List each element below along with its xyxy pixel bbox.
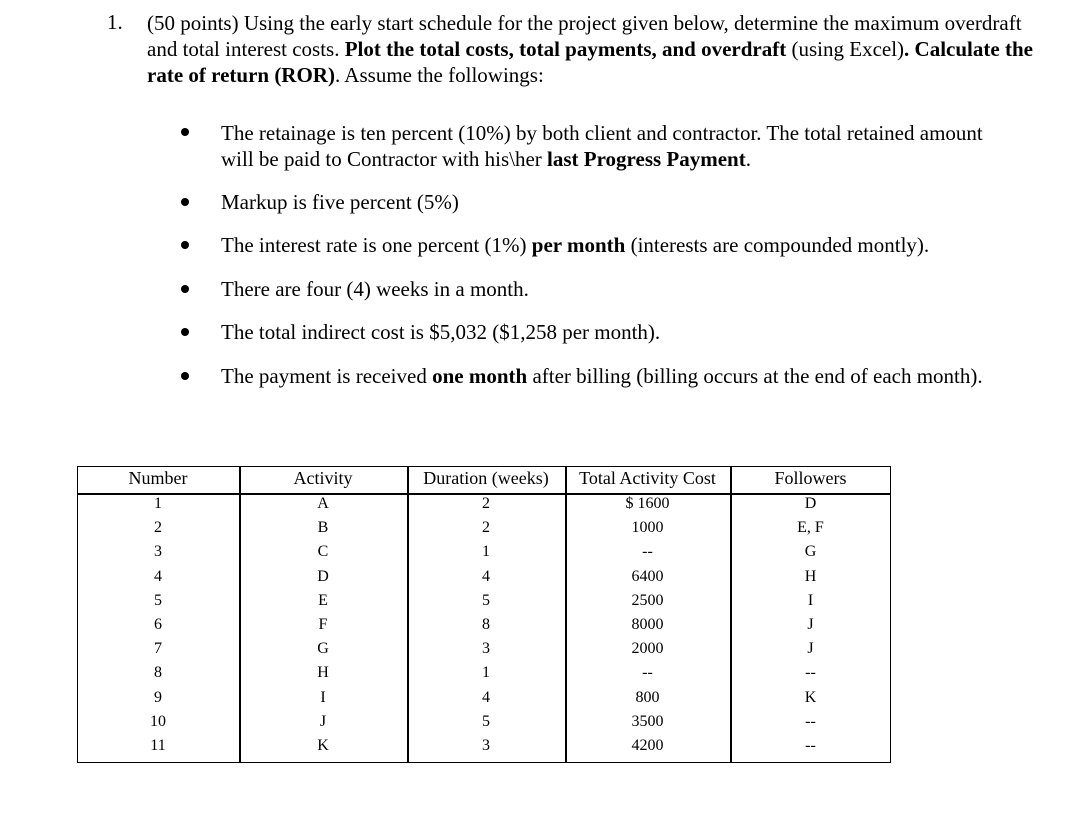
cell-activity: J bbox=[319, 712, 327, 730]
cell-number: 7 bbox=[154, 640, 162, 658]
assumption-text: The interest rate is one percent (1%) per month (interests are compounded montly). bbox=[221, 233, 930, 257]
question-bold-plot: Plot the total costs, total payments, and overdraft bbox=[344, 37, 787, 61]
cell-activity: K bbox=[317, 737, 329, 754]
cell-number: 9 bbox=[154, 688, 162, 706]
bullet-icon bbox=[181, 198, 189, 206]
assumption-text: Markup is five percent (5%) bbox=[221, 190, 459, 214]
cell-total-cost: 8000 bbox=[631, 616, 664, 633]
cell-number: 3 bbox=[154, 543, 162, 561]
cell-followers: E, F bbox=[797, 519, 824, 537]
assumption-text: The payment is received one month after billing (billing occurs at the end of each month). bbox=[221, 364, 983, 388]
cell-duration: 8 bbox=[482, 616, 490, 633]
cell-duration: 1 bbox=[482, 664, 490, 682]
cell-duration: 5 bbox=[482, 712, 490, 730]
cell-activity: D bbox=[317, 567, 329, 585]
cell-number: 11 bbox=[150, 737, 166, 754]
cell-activity: C bbox=[317, 543, 329, 561]
header-number: Number bbox=[128, 468, 188, 488]
assumption-text: The retainage is ten percent (10%) by both client and contractor. The total retained amount will be paid to Contractor with his\her last Progress Payment. bbox=[221, 121, 983, 171]
cell-followers: G bbox=[804, 543, 817, 561]
assumption-text: There are four (4) weeks in a month. bbox=[221, 277, 529, 301]
question-bold-ror: . Calculate the rate of return (ROR) bbox=[147, 37, 1033, 87]
question-number: 1. bbox=[107, 10, 123, 34]
cell-followers: J bbox=[807, 616, 814, 633]
header-duration: Duration (weeks) bbox=[423, 468, 549, 488]
cell-activity: E bbox=[318, 591, 328, 609]
cell-activity: A bbox=[317, 495, 329, 512]
assumption-text: The total indirect cost is $5,032 ($1,258 per month). bbox=[221, 320, 661, 344]
bullet-icon bbox=[181, 285, 189, 293]
question-tail: . Assume the followings: bbox=[334, 63, 544, 87]
cell-followers: D bbox=[804, 495, 817, 512]
activity-table bbox=[77, 466, 891, 763]
cell-activity: B bbox=[317, 519, 329, 537]
cell-number: 4 bbox=[154, 567, 162, 585]
cell-total-cost: 2500 bbox=[631, 591, 664, 609]
cell-number: 8 bbox=[154, 664, 162, 682]
cell-followers: H bbox=[804, 567, 817, 585]
cell-duration: 4 bbox=[482, 567, 490, 585]
cell-total-cost: 1000 bbox=[631, 519, 664, 537]
header-total-cost: Total Activity Cost bbox=[579, 468, 716, 488]
cell-followers: -- bbox=[805, 664, 816, 682]
cell-activity: I bbox=[320, 688, 326, 706]
cell-duration: 5 bbox=[482, 591, 490, 609]
cell-activity: G bbox=[317, 640, 329, 658]
cell-duration: 2 bbox=[482, 519, 490, 537]
cell-number: 6 bbox=[154, 616, 162, 633]
question-mid: (using Excel) bbox=[786, 37, 905, 61]
cell-duration: 2 bbox=[482, 495, 490, 512]
cell-number: 10 bbox=[150, 712, 166, 730]
cell-number: 2 bbox=[154, 519, 162, 537]
cell-followers: I bbox=[807, 591, 814, 609]
cell-duration: 4 bbox=[482, 688, 490, 706]
bullet-icon bbox=[181, 241, 189, 249]
cell-number: 5 bbox=[154, 591, 162, 609]
cell-total-cost: 6400 bbox=[631, 567, 664, 585]
cell-total-cost: -- bbox=[642, 664, 653, 682]
cell-duration: 3 bbox=[482, 737, 490, 754]
question-intro: (50 points) Using the early start schedule for the project given below, determine the maximum overdraft and total interest costs. bbox=[147, 11, 1022, 61]
cell-followers: -- bbox=[805, 712, 816, 730]
cell-followers: J bbox=[807, 640, 814, 658]
cell-total-cost: -- bbox=[642, 543, 653, 561]
bullet-icon bbox=[181, 372, 189, 380]
cell-total-cost: 4200 bbox=[631, 737, 664, 754]
cell-duration: 3 bbox=[482, 640, 490, 658]
cell-total-cost: 2000 bbox=[631, 640, 664, 658]
question-text bbox=[147, 10, 1047, 88]
cell-total-cost: $ 1600 bbox=[625, 495, 670, 512]
cell-total-cost: 800 bbox=[635, 688, 660, 706]
cell-activity: H bbox=[317, 664, 329, 682]
cell-total-cost: 3500 bbox=[631, 712, 664, 730]
cell-followers: -- bbox=[805, 737, 816, 754]
cell-followers: K bbox=[804, 688, 817, 706]
cell-activity: F bbox=[318, 616, 328, 633]
bullet-icon bbox=[181, 328, 189, 336]
bullet-icon bbox=[181, 128, 189, 136]
cell-duration: 1 bbox=[482, 543, 490, 561]
header-followers: Followers bbox=[774, 468, 847, 488]
header-activity: Activity bbox=[293, 468, 353, 488]
cell-number: 1 bbox=[154, 495, 162, 512]
